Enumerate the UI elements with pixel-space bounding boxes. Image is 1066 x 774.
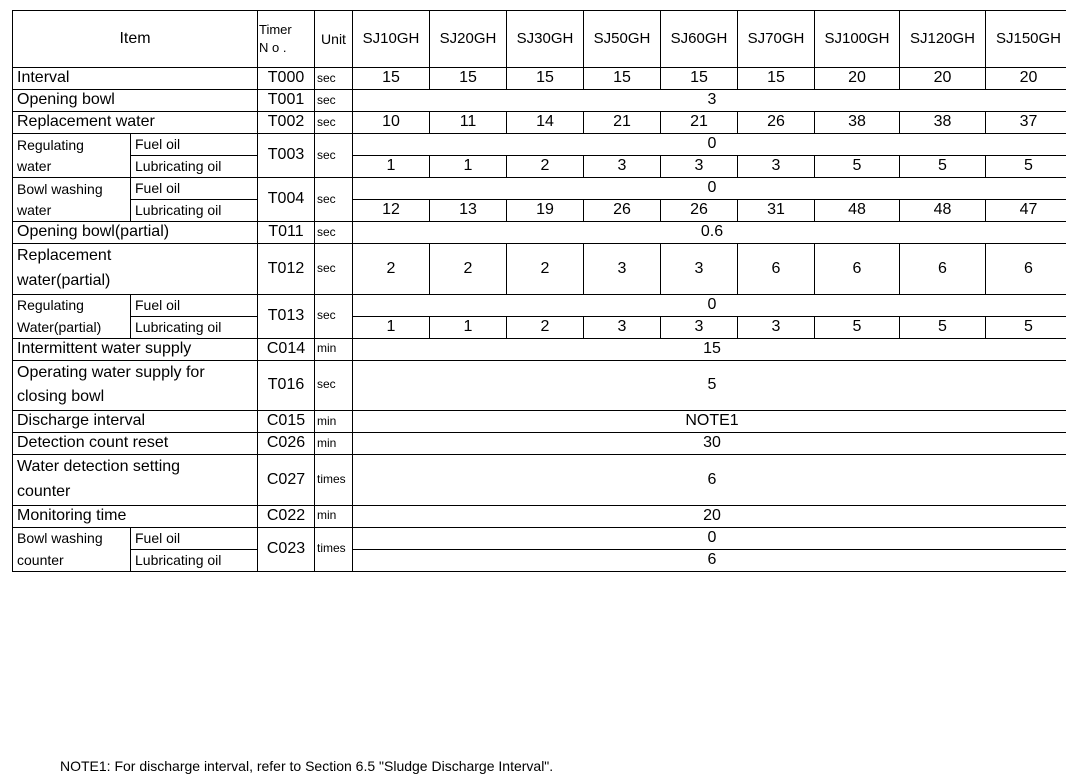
row-label: Detection count reset [13, 433, 258, 455]
value-cell: 3 [353, 90, 1066, 112]
row-label: Replacement water [13, 112, 258, 134]
table-row [13, 360, 1066, 411]
header-model: SJ70GH [738, 11, 815, 68]
table-row [13, 411, 1066, 433]
value-cell: 19 [507, 200, 584, 222]
value-cell: NOTE1 [353, 411, 1066, 433]
table-row [13, 90, 1066, 112]
unit: sec [315, 134, 353, 178]
timer-no: T003 [258, 134, 315, 178]
row-label: water [13, 156, 131, 178]
row-label: Regulating [13, 134, 131, 156]
sub-label: Fuel oil [131, 527, 258, 549]
row-label: Operating water supply for closing bowl [13, 360, 258, 411]
row-label: Regulating [13, 294, 131, 316]
header-no-label: N o . [259, 39, 313, 57]
table-row [13, 294, 1066, 316]
value-cell: 15 [353, 338, 1066, 360]
value-cell: 30 [353, 433, 1066, 455]
value-cell: 21 [584, 112, 661, 134]
header-model: SJ10GH [353, 11, 430, 68]
header-model: SJ120GH [900, 11, 986, 68]
value-cell: 38 [900, 112, 986, 134]
row-label: Intermittent water supply [13, 338, 258, 360]
timer-no: T002 [258, 112, 315, 134]
value-cell: 48 [900, 200, 986, 222]
value-cell: 6 [738, 244, 815, 295]
header-model: SJ30GH [507, 11, 584, 68]
footnote: NOTE1: For discharge interval, refer to Section 6.5 "Sludge Discharge Interval". [60, 758, 553, 774]
value-cell: 38 [815, 112, 900, 134]
value-cell: 12 [353, 200, 430, 222]
value-cell: 26 [661, 200, 738, 222]
timer-no: T012 [258, 244, 315, 295]
value-cell: 48 [815, 200, 900, 222]
unit: min [315, 433, 353, 455]
timer-no: C022 [258, 505, 315, 527]
value-cell: 2 [507, 316, 584, 338]
value-cell: 3 [661, 244, 738, 295]
sub-label: Lubricating oil [131, 200, 258, 222]
table-row [13, 68, 1066, 90]
value-cell: 3 [738, 316, 815, 338]
table-row [13, 527, 1066, 549]
sub-label: Lubricating oil [131, 316, 258, 338]
unit: sec [315, 68, 353, 90]
header-model: SJ50GH [584, 11, 661, 68]
value-cell: 5 [900, 156, 986, 178]
row-label: Water detection setting counter [13, 455, 258, 506]
timer-no: C026 [258, 433, 315, 455]
timer-no: T000 [258, 68, 315, 90]
value-cell: 5 [900, 316, 986, 338]
row-label: Monitoring time [13, 505, 258, 527]
value-cell: 11 [430, 112, 507, 134]
value-cell: 2 [430, 244, 507, 295]
unit: sec [315, 294, 353, 338]
value-cell: 6 [986, 244, 1066, 295]
unit: sec [315, 360, 353, 411]
value-cell: 1 [430, 316, 507, 338]
value-cell: 2 [507, 244, 584, 295]
row-label: Opening bowl(partial) [13, 222, 258, 244]
header-timer-label: Timer [259, 21, 313, 39]
value-cell: 0 [353, 294, 1066, 316]
value-cell: 3 [738, 156, 815, 178]
table-row [13, 244, 1066, 295]
value-cell: 15 [584, 68, 661, 90]
unit: times [315, 455, 353, 506]
sub-label: Lubricating oil [131, 156, 258, 178]
value-cell: 15 [661, 68, 738, 90]
header-model: SJ60GH [661, 11, 738, 68]
timer-no: T013 [258, 294, 315, 338]
row-label: Replacement water(partial) [13, 244, 258, 295]
unit: min [315, 338, 353, 360]
timer-no: T004 [258, 178, 315, 222]
value-cell: 1 [353, 156, 430, 178]
header-model: SJ20GH [430, 11, 507, 68]
timer-no: C023 [258, 527, 315, 571]
value-cell: 3 [661, 156, 738, 178]
unit: sec [315, 112, 353, 134]
value-cell: 13 [430, 200, 507, 222]
unit: times [315, 527, 353, 571]
table-row [13, 433, 1066, 455]
row-label: Bowl washing [13, 527, 131, 549]
value-cell: 6 [900, 244, 986, 295]
value-cell: 0 [353, 527, 1066, 549]
value-cell: 21 [661, 112, 738, 134]
header-item: Item [13, 11, 258, 68]
unit: sec [315, 178, 353, 222]
value-cell: 5 [815, 156, 900, 178]
value-cell: 6 [353, 455, 1066, 506]
value-cell: 3 [584, 156, 661, 178]
value-cell: 3 [584, 316, 661, 338]
sub-label: Fuel oil [131, 178, 258, 200]
value-cell: 37 [986, 112, 1066, 134]
value-cell: 10 [353, 112, 430, 134]
unit: min [315, 505, 353, 527]
value-cell: 6 [815, 244, 900, 295]
row-label: Interval [13, 68, 258, 90]
value-cell: 2 [353, 244, 430, 295]
value-cell: 0.6 [353, 222, 1066, 244]
unit: sec [315, 222, 353, 244]
table-row [13, 316, 1066, 338]
value-cell: 1 [430, 156, 507, 178]
value-cell: 26 [738, 112, 815, 134]
value-cell: 5 [353, 360, 1066, 411]
timer-settings-table [12, 10, 1066, 572]
value-cell: 47 [986, 200, 1066, 222]
value-cell: 20 [353, 505, 1066, 527]
value-cell: 1 [353, 316, 430, 338]
header-unit: Unit [315, 11, 353, 68]
unit: sec [315, 244, 353, 295]
header-timer-no [258, 11, 315, 68]
timer-no: T001 [258, 90, 315, 112]
value-cell: 15 [738, 68, 815, 90]
value-cell: 0 [353, 134, 1066, 156]
timer-no: T016 [258, 360, 315, 411]
table-row [13, 200, 1066, 222]
row-label: water [13, 200, 131, 222]
value-cell: 5 [986, 316, 1066, 338]
value-cell: 26 [584, 200, 661, 222]
value-cell: 20 [815, 68, 900, 90]
sub-label: Fuel oil [131, 134, 258, 156]
timer-no: T011 [258, 222, 315, 244]
row-label: Discharge interval [13, 411, 258, 433]
table-row [13, 222, 1066, 244]
value-cell: 15 [353, 68, 430, 90]
value-cell: 20 [900, 68, 986, 90]
value-cell: 31 [738, 200, 815, 222]
sub-label: Fuel oil [131, 294, 258, 316]
value-cell: 14 [507, 112, 584, 134]
row-label: Bowl washing [13, 178, 131, 200]
table-row [13, 178, 1066, 200]
row-label: Opening bowl [13, 90, 258, 112]
table-row [13, 112, 1066, 134]
timer-no: C027 [258, 455, 315, 506]
sub-label: Lubricating oil [131, 549, 258, 571]
timer-no: C014 [258, 338, 315, 360]
value-cell: 2 [507, 156, 584, 178]
unit: sec [315, 90, 353, 112]
table-row [13, 134, 1066, 156]
row-label: Water(partial) [13, 316, 131, 338]
header-model: SJ150GH [986, 11, 1066, 68]
timer-no: C015 [258, 411, 315, 433]
value-cell: 20 [986, 68, 1066, 90]
value-cell: 6 [353, 549, 1066, 571]
header-model: SJ100GH [815, 11, 900, 68]
value-cell: 3 [661, 316, 738, 338]
unit: min [315, 411, 353, 433]
value-cell: 15 [430, 68, 507, 90]
header-row [13, 11, 1066, 68]
row-label: counter [13, 549, 131, 571]
table-row [13, 338, 1066, 360]
table-row [13, 455, 1066, 506]
table-row [13, 505, 1066, 527]
value-cell: 3 [584, 244, 661, 295]
table-row [13, 549, 1066, 571]
value-cell: 15 [507, 68, 584, 90]
value-cell: 5 [986, 156, 1066, 178]
table-row [13, 156, 1066, 178]
value-cell: 5 [815, 316, 900, 338]
value-cell: 0 [353, 178, 1066, 200]
